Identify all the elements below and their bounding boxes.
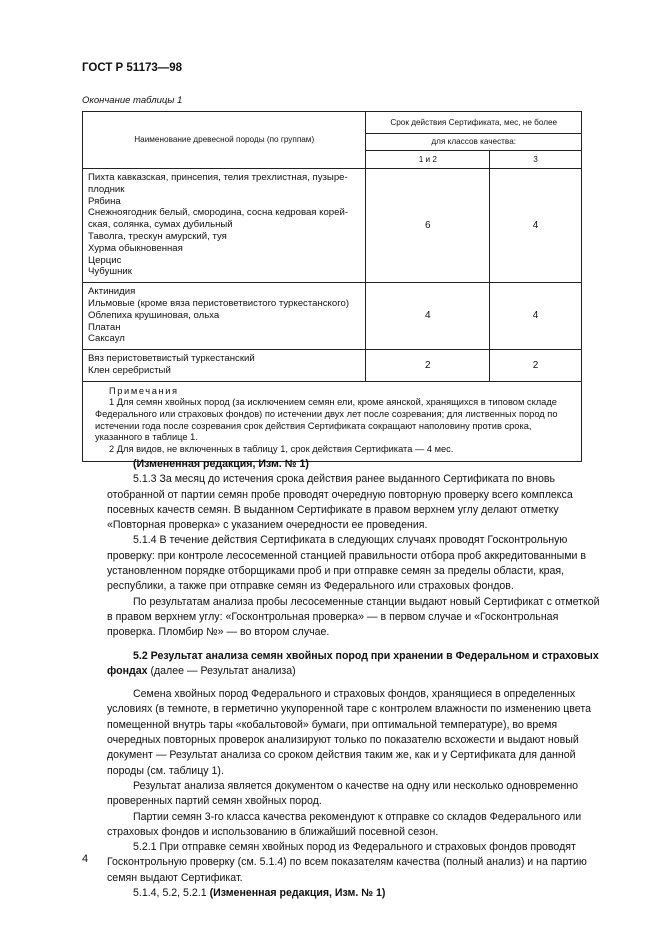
value-class-3: 2	[490, 350, 582, 382]
amendment-note-final: 5.1.4, 5.2, 5.2.1 (Измененная редакция, Изм. № 1)	[133, 887, 386, 900]
paragraph-5-2-1: 5.2.1 При отправке семян хвойных пород из Федерального и страховых фондов проводят Госконтрольную проверку (см. 5.1.4) по всем показателям качества (полный анализ) и на партию семян выдают Сертификат.	[107, 841, 587, 884]
value-class-3: 4	[490, 169, 582, 283]
header-class-3: 3	[490, 151, 582, 169]
paragraph-5-1-4: 5.1.4 В течение действия Сертификата в следующих случаях проводят Госконтрольную проверку: при контроле лесосеменной станцией правильности отбора проб аккредитованными в установленном порядке отборщиками проб и при отправке семян за пределы области, края, республики, а также при отправке семян из Федерального или страховых фондов.	[107, 534, 587, 593]
value-class-1-2: 2	[366, 350, 490, 382]
header-species: Наименование древесной породы (по группам)	[83, 112, 366, 169]
paragraph-5-1-3: 5.1.3 За месяц до истечения срока действия ранее выданного Сертификата по вновь отобранной от партии семян пробе проводят очередную повторную проверку всего комплекса посевных качеств семян. В выданном Сертификате в правом верхнем углу делают отметку «Повторная проверка» с указанием очередности ее проведения.	[107, 473, 573, 532]
body-text	[107, 457, 601, 901]
header-validity: Срок действия Сертификата, мес, не более	[366, 112, 582, 134]
standard-code: ГОСТ Р 51173—98	[82, 62, 183, 74]
paragraph-5-2-storage: Семена хвойных пород Федерального и страховых фондов, хранящиеся в определенных условиях (в темноте, в герметично укупоренной таре с контролем влажности по изменению цвета помещенной внутрь тары «кобальтовой» бумаги, при оптимальной температуре), во время очередных повторных проверок анализируют только по показателю всхожести и выдают новый документ — Результат анализа со сроком действия таким же, как и у Сертификата для данной породы (см. таблицу 1).	[107, 688, 591, 777]
species-cell: Пихта кавказская, принсепия, телия трехлистная, пузыре- плодник Рябина Снежноягодник белый, смородина, сосна кедровая корей- ская, солянка, сумах дубильный Таволга, трескун амурский, туя Хурма обыкновенная Церцис Чубушник	[83, 169, 366, 283]
paragraph-5-2-class3: Партии семян 3-го класса качества рекомендуют к отправке со складов Федерального или страховых фондов и использованию в ближайший посевной сезон.	[107, 810, 582, 838]
section-5-2-heading: 5.2 Результат анализа семян хвойных пород при хранении в Федеральном и страховых фондах (далее — Результат анализа)	[107, 649, 599, 677]
table-row	[83, 169, 582, 283]
table-caption: Окончание таблицы 1	[82, 95, 183, 106]
table-row	[83, 283, 582, 350]
table-row	[83, 350, 582, 382]
value-class-1-2: 4	[366, 283, 490, 350]
header-classes: для классов качества:	[366, 134, 582, 151]
species-cell: Актинидия Ильмовые (кроме вяза перистоветвистого туркестанского) Облепиха крушиновая, ольха Платан Саксаул	[83, 283, 366, 350]
value-class-1-2: 6	[366, 169, 490, 283]
certificate-validity-table	[82, 111, 582, 462]
table-notes	[83, 381, 582, 462]
species-cell: Вяз перистоветвистый туркестанский Клен серебристый	[83, 350, 366, 382]
value-class-3: 4	[490, 283, 582, 350]
page-number: 4	[82, 853, 89, 865]
header-class-1-2: 1 и 2	[366, 151, 490, 169]
note-1: 1 Для семян хвойных пород (за исключением семян ели, кроме аянской, хранящихся в типовом складе Федерального или страховых фондов) по истечении двух лет после созревания; для лиственных пород по истечении года после созревания срок действия Сертификата сокращают наполовину против срока, указанного в таблице 1.	[95, 397, 558, 443]
note-2: 2 Для видов, не включенных в таблицу 1, срок действия Сертификата — 4 мес.	[109, 443, 454, 454]
amendment-note: (Измененная редакция, Изм. № 1)	[133, 458, 309, 470]
paragraph-5-2-document: Результат анализа является документом о качестве на одну или несколько одновременно проверенных партий семян хвойных пород.	[107, 779, 579, 808]
notes-title: Примечания	[109, 385, 179, 396]
paragraph-5-1-4-results: По результатам анализа пробы лесосеменные станции выдают новый Сертификат с отметкой в правом верхнем углу: «Госконтрольная проверка» — в первом случае и «Госконтрольная проверка. Пломбир №» — во втором случае.	[107, 595, 600, 639]
